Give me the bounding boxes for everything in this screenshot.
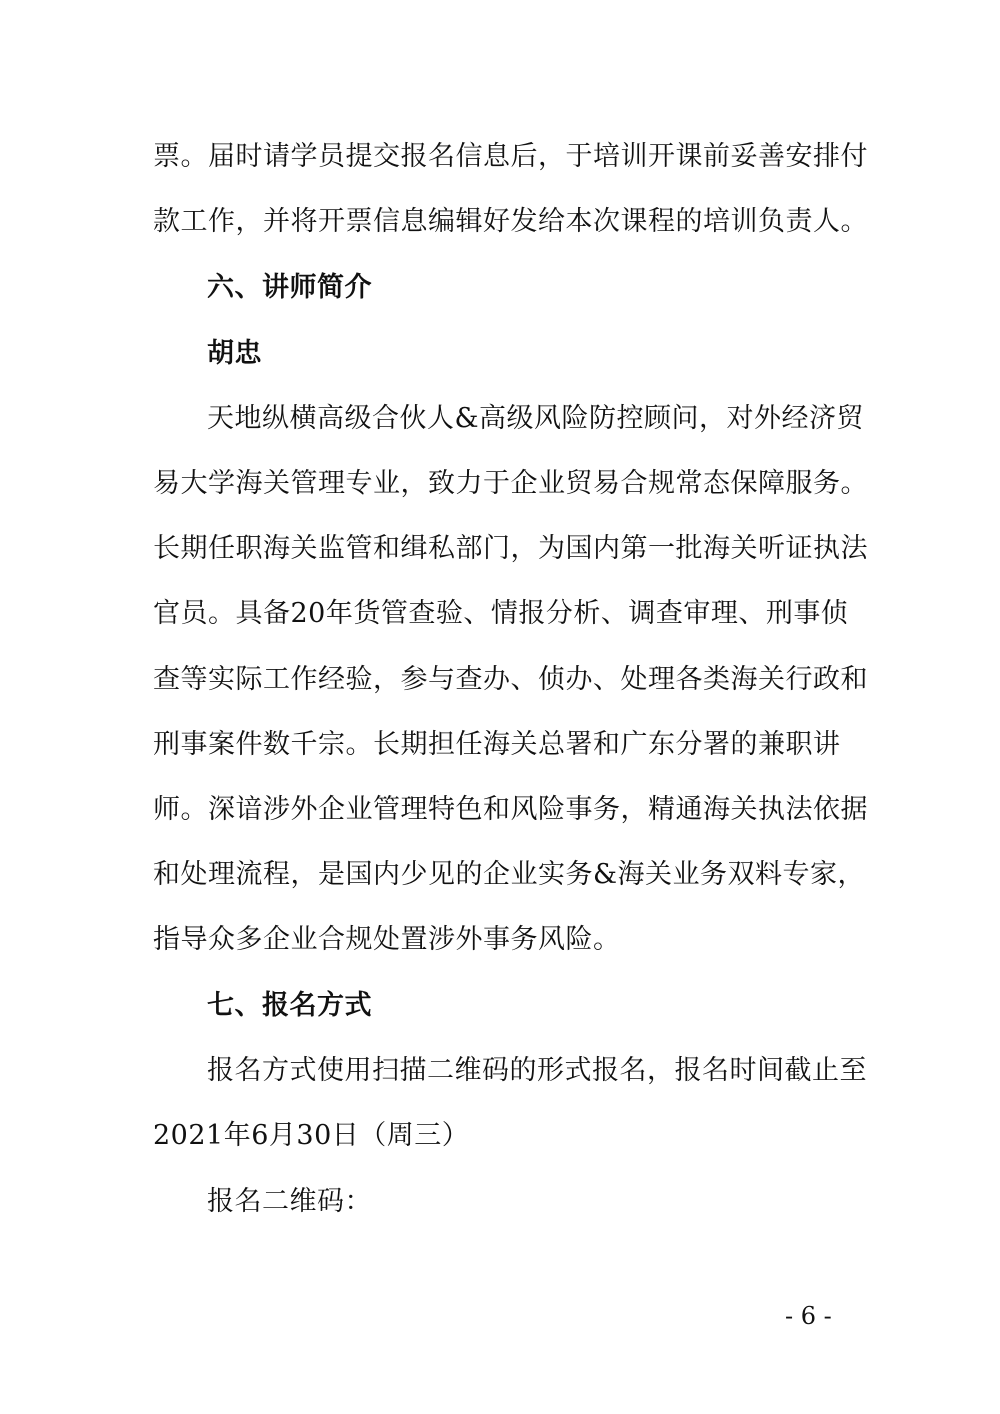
paragraph-line: 查等实际工作经验，参与查办、侦办、处理各类海关行政和: [153, 664, 868, 695]
paragraph-line: 和处理流程，是国内少见的企业实务&海关业务双料专家，: [153, 859, 866, 890]
qr-code-label: 报名二维码：: [207, 1186, 372, 1217]
paragraph-line: 2021年6月30日（周三）: [153, 1120, 470, 1151]
paragraph-line: 师。深谙涉外企业管理特色和风险事务，精通海关执法依据: [153, 794, 868, 825]
paragraph-line: 报名方式使用扫描二维码的形式报名，报名时间截止至: [207, 1055, 867, 1086]
paragraph-line: 票。届时请学员提交报名信息后，于培训开课前妥善安排付: [153, 141, 868, 172]
paragraph-line: 易大学海关管理专业，致力于企业贸易合规常态保障服务。: [153, 468, 868, 499]
paragraph-line: 官员。具备20年货管查验、情报分析、调查审理、刑事侦: [153, 598, 849, 629]
paragraph-line: 天地纵横高级合伙人&高级风险防控顾问，对外经济贸: [207, 403, 865, 434]
paragraph-line: 指导众多企业合规处置涉外事务风险。: [153, 924, 621, 955]
paragraph-line: 款工作，并将开票信息编辑好发给本次课程的培训负责人。: [153, 206, 868, 237]
section-heading-lecturer: 六、讲师简介: [207, 272, 372, 303]
lecturer-name: 胡忠: [207, 338, 262, 369]
page-number: - 6 -: [785, 1302, 832, 1330]
section-heading-registration: 七、报名方式: [207, 990, 372, 1021]
paragraph-line: 刑事案件数千宗。长期担任海关总署和广东分署的兼职讲: [153, 729, 841, 760]
paragraph-line: 长期任职海关监管和缉私部门，为国内第一批海关听证执法: [153, 533, 868, 564]
